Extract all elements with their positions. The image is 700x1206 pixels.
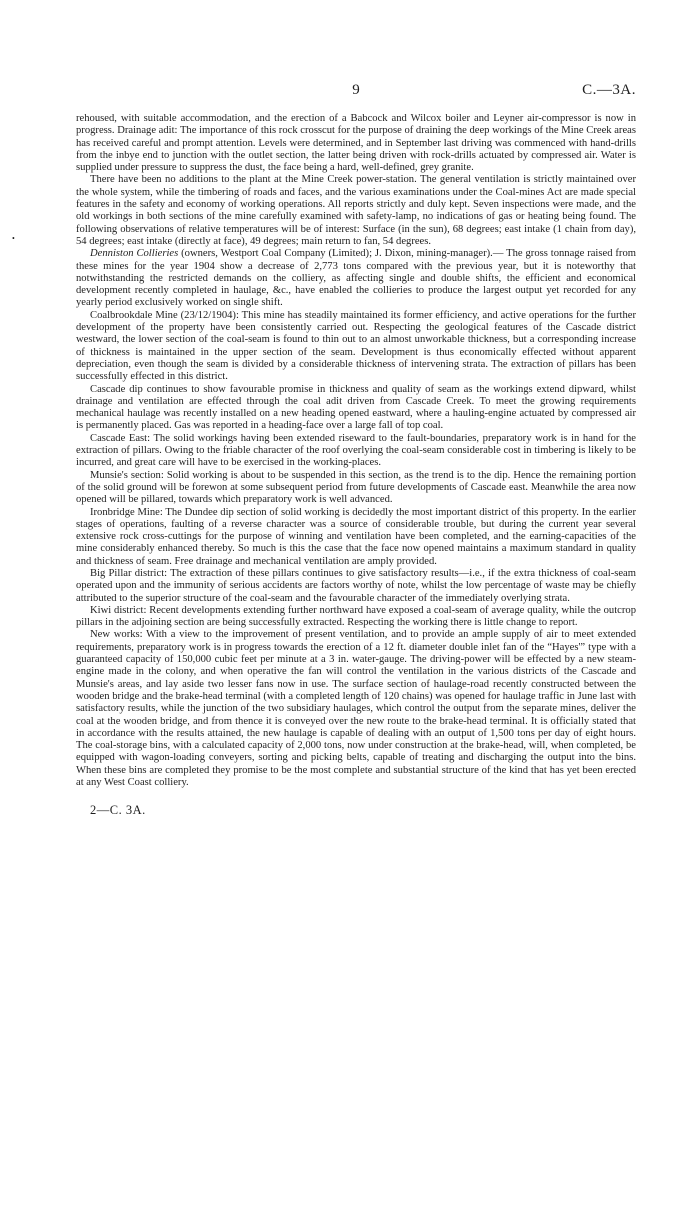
denniston-title: Denniston Collieries [90, 248, 179, 260]
paragraph-new-works: New works: With a view to the improvement of present ventilation, and to provide an ample supply of air to meet extended requirements, preparatory work is in progress towards the erection of a 12 ft. diameter double inlet fan of the “Hayes'” type with a guaranteed capacity of 150,000 cubic feet per minute at a 3 in. water-gauge. The driving-power will be effected by a new steam-engine made in the colony, and when operative the fan will control the ventilation in the various districts of the Cascade and Munsie's areas, and lay aside two lesser fans now in use. The surface section of haulage-road recently constructed between the wooden bridge and the brake-head terminal (with a completed length of 120 chains) was opened for haulage traffic in June last with satisfactory results, while the junction of the two subsidiary haulages, which control the output from the separate mines, deliver the coal at the wooden bridge, and from thence it is conveyed over the new route to the brake-head terminal. It is officially stated that in accordance with the results attained, the new haulage is capable of dealing with an output of 1,500 tons per day of eight hours. The coal-storage bins, with a calculated capacity of 2,000 tons, now under construction at the brake-head, will, when completed, be equipped with wagon-loading conveyers, sorting and picking belts, capable of treating and discharging the output into the bins. When these bins are completed they promise to be the most complete and substantial structure of the kind that has yet been erected at any West Coast colliery. [76, 629, 636, 789]
paragraph-drainage-adit: rehoused, with suitable accommodation, and the erection of a Babcock and Wilcox boiler and Leyner air-compressor is now in progress. Drainage adit: The importance of this rock crosscut for the purpose of draining the deep workings of the Mine Creek areas has received careful and prompt attention. Levels were determined, and in September last driving was commenced with hand-drills from the inbye end to junction with the outlet section, the latter being driven with rock-drills actuated by compressed air. Water is supplied under pressure to suppress the dust, the face being a hard, well-defined, grey granite. [76, 113, 636, 174]
paragraph-big-pillar: Big Pillar district: The extraction of these pillars continues to give satisfactory results—i.e., if the extra thickness of coal-seam operated upon and the immunity of serious accidents are factors worthy of note, whilst the low percentage of waste may be chiefly attributed to the superior structure of the coal-seam and the favourable character of the immediately overlying strata. [76, 567, 636, 604]
denniston-owners: (owners, Westport Coal Company (Limited); J. Dixon, mining-manager).— [178, 248, 504, 260]
paragraph-munsies-section: Munsie's section: Solid working is about to be suspended in this section, as the trend is to the dip. Hence the remaining portion of the solid ground will be forewon at some subsequent period from future developments of Cascade east. Meanwhile the area now opened will be pillared, towards which preparatory work is well advanced. [76, 469, 636, 506]
paragraph-kiwi: Kiwi district: Recent developments extending further northward have exposed a coal-seam of average quality, while the outcrop pillars in the adjoining section are being successfully extracted. Respecting the working there is little change to report. [76, 604, 636, 629]
paragraph-cascade-east: Cascade East: The solid workings having been extended riseward to the fault-boundaries, preparatory work is in hand for the extraction of pillars. Owing to the friable character of the roof overlying the coal-seam considerable cost in timbering is likely to be incurred, and great care will have to be exercised in the working-places. [76, 432, 636, 469]
paragraph-coalbrookdale: Coalbrookdale Mine (23/12/1904): This mine has steadily maintained its former efficiency, and active operations for the further development of the property have been consistently carried out. Respecting the geological features of the Cascade district westward, the lower section of the coal-seam is found to thin out to an almost unworkable thickness, but a corresponding increase of thickness is maintained in the upper section of the seam. Development is thus economically effected without apparent depreciation, even though the seam is divided by a considerable thickness of intervening strata. The extraction of pillars has been successfully effected in this district. [76, 309, 636, 383]
paragraph-denniston [76, 248, 636, 309]
paragraph-ironbridge: Ironbridge Mine: The Dundee dip section of solid working is decidedly the most important district of this property. In the earlier stages of operations, faulting of a reverse character was a source of considerable trouble, but during the current year several extensive rock cross-cuttings for the purpose of winning and ventilation have been completed, and the earning-capacities of the mine considerably enhanced thereby. So much is this the case that the face now opened maintains a maximum standard in quality and thickness of seam. Free drainage and mechanical ventilation are amply provided. [76, 506, 636, 567]
paragraph-cascade-dip: Cascade dip continues to show favourable promise in thickness and quality of seam as the workings extend dipward, whilst drainage and ventilation are effected through the coal adit driven from Cascade Creek. To meet the growing requirements mechanical haulage was recently installed on a new heading opened eastward, where a hauling-engine actuated by compressed air is permanently placed. Gas was reported in a heading-face over a large fall of top coal. [76, 383, 636, 432]
page-number: 9 [352, 82, 360, 98]
paragraph-ventilation: There have been no additions to the plant at the Mine Creek power-station. The general ventilation is strictly maintained over the whole system, while the timbering of roads and faces, and the various examinations under the Coal-mines Act are made special features in the safety and economy of working operations. All reports strictly and duly kept. Seven inspections were made, and the old workings in both sections of the mine carefully examined with safety-lamp, no indications of gas or heating being found. The following observations of relative temperatures will be of interest: Surface (in the sun), 68 degrees; east intake (1 chain from day), 54 degrees; east intake (directly at face), 49 degrees; main return to fan, 54 degrees. [76, 174, 636, 247]
footer-reference: 2—C. 3A. [90, 803, 146, 817]
denniston-text: The gross tonnage raised from these mines for the year 1904 show a decrease of 2,773 tons compared with the previous year, but it is noteworthy that notwithstanding the restricted demands on the colliery, as affecting single and double shifts, the efficient and economical development recently completed in haulage, &c., have enabled the collieries to produce the largest output yet recorded for any yearly period exclusively worked on single shift. [76, 248, 636, 309]
page-header [76, 81, 636, 101]
document-reference: C.—3A. [582, 82, 636, 98]
margin-mark: • [12, 234, 15, 243]
body-text [76, 113, 636, 789]
